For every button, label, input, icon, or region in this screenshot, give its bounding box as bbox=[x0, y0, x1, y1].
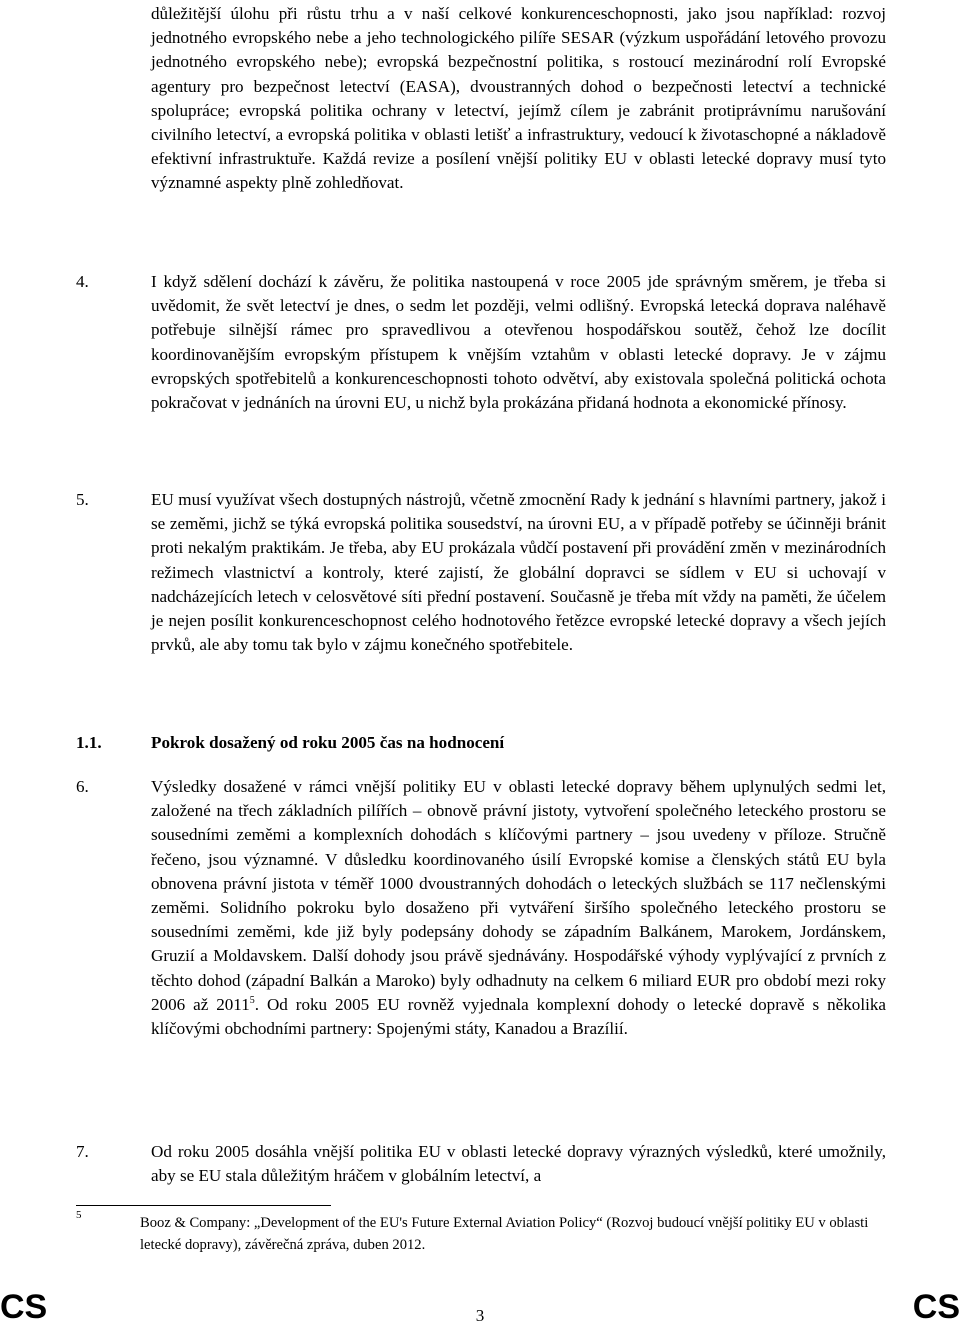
language-code-left: CS bbox=[0, 1288, 48, 1326]
continuation-paragraph: důležitější úlohu při růstu trhu a v naší celkové konkurenceschopnosti, jako jsou například: rozvoj jednotného evropského nebe a jeho technologického pilíře SESAR (výzkum uspořádání letového provozu jednotného evropského nebe); evropská bezpečnostní politika, s rostoucí mezinárodní rolí Evropské agentury pro bezpečnost letectví (EASA), dvoustranných dohod o bezpečnosti letectví a technické spolupráce; evropská politika ochrany v letectví, jejímž cílem je zabránit protiprávnímu narušování civilního letectví, a evropská politika v oblasti letišť a infrastruktury, vedoucí k životaschopné a nákladově efektivní infrastruktuře. Každá revize a posílení vnější politiky EU v oblasti letecké dopravy musí tyto významné aspekty plně zohledňovat. bbox=[151, 4, 886, 193]
paragraph-number: 6. bbox=[76, 777, 89, 796]
paragraph-5 bbox=[76, 488, 886, 657]
page-number: 3 bbox=[475, 1306, 485, 1325]
paragraph-7 bbox=[76, 1140, 886, 1188]
footnote-text: Booz & Company: „Development of the EU's Future External Aviation Policy“ (Rozvoj budoucí vnější politiky EU v oblasti letecké dopravy), závěrečná zpráva, duben 2012. bbox=[140, 1215, 869, 1253]
paragraph-number: 5. bbox=[76, 490, 89, 509]
footnote-reference[interactable]: 5 bbox=[249, 994, 255, 1006]
section-title: Pokrok dosažený od roku 2005 čas na hodnocení bbox=[151, 733, 505, 752]
paragraph-text-part: Výsledky dosažené v rámci vnější politiky EU v oblasti letecké dopravy během uplynulých sedmi let, založené na třech základních pilířích – obnově právní jistoty, vytvoření společného leteckého prostoru se sousedními zeměmi a komplexních dohodách s klíčovými partnery – jsou uvedeny v příloze. Stručně řečeno, jsou významné. V důsledku koordinovaného úsilí Evropské komise a členských států EU byla obnovena právní jistota v téměř 1000 dvoustranných dohodách o leteckých službách se 117 nečlenskými zeměmi. Solidního pokroku bylo dosaženo při vytváření širšího společného leteckého prostoru se sousedními zeměmi, kde již byly podepsány dohody se západním Balkánem, Marokem, Jordánskem, Gruzií a Moldavskem. Další dohody jsou právě sjednávány. Hospodářské výhody vyplývající z prvních z těchto dohod (západní Balkán a Maroko) byly odhadnuty na celkem 6 miliard EUR pro období mezi roky 2006 až 2011 bbox=[151, 777, 886, 1014]
paragraph-4 bbox=[76, 270, 886, 415]
section-number: 1.1. bbox=[76, 733, 102, 752]
paragraph-text-part: . Od roku 2005 EU rovněž vyjednala komplexní dohody o letecké dopravě s několika klíčovými obchodními partnery: Spojenými státy, Kanadou a Brazílií. bbox=[151, 994, 886, 1039]
paragraph-text: EU musí využívat všech dostupných nástrojů, včetně zmocnění Rady k jednání s hlavními partnery, jakož i se zeměmi, jichž se týká evropská politika sousedství, na úrovni EU, a v případě potřeby se účinněji bránit proti nekalým praktikám. Je třeba, aby EU prokázala vůdčí postavení při provádění změn v mezinárodních režimech vlastnictví a kontroly, které zajistí, že globální dopravci se sídlem v EU si uchovají v nadcházejících letech v celosvětové síti přední postavení. Současně je třeba mít vždy na paměti, že účelem je nejen posílit konkurenceschopnost celého hodnotového řetězce evropské letecké dopravy a všech jejích prvků, ale aby tomu tak bylo v zájmu konečného spotřebitele. bbox=[151, 490, 886, 655]
paragraph-number: 4. bbox=[76, 272, 89, 291]
paragraph-number: 7. bbox=[76, 1142, 89, 1161]
paragraph-text: I když sdělení dochází k závěru, že politika nastoupená v roce 2005 jde správným směrem, je třeba si uvědomit, že svět letectví je dnes, o sedm let později, velmi odlišný. Evropská letecká doprava naléhavě potřebuje silnější rámec pro spravedlivou a otevřenou hospodářskou soutěž, čehož lze docílit koordinovanějším evropským přístupem k vnějším vztahům v oblasti letecké dopravy. Je v zájmu evropských spotřebitelů a konkurenceschopnosti tohoto odvětví, aby existovala společná politická ochota pokračovat v jednáních na úrovni EU, u nichž byla prokázána přidaná hodnota a ekonomické přínosy. bbox=[151, 272, 886, 413]
paragraph-text: Od roku 2005 dosáhla vnější politika EU v oblasti letecké dopravy výrazných výsledků, které umožnily, aby se EU stala důležitým hráčem v globálním letectví, a bbox=[151, 1142, 886, 1186]
paragraph-text bbox=[151, 775, 886, 1041]
language-code-right: CS bbox=[912, 1288, 960, 1326]
footnote-mark: 5 bbox=[76, 1209, 82, 1221]
paragraph-6 bbox=[76, 775, 886, 1041]
footnote-divider bbox=[76, 1205, 331, 1206]
